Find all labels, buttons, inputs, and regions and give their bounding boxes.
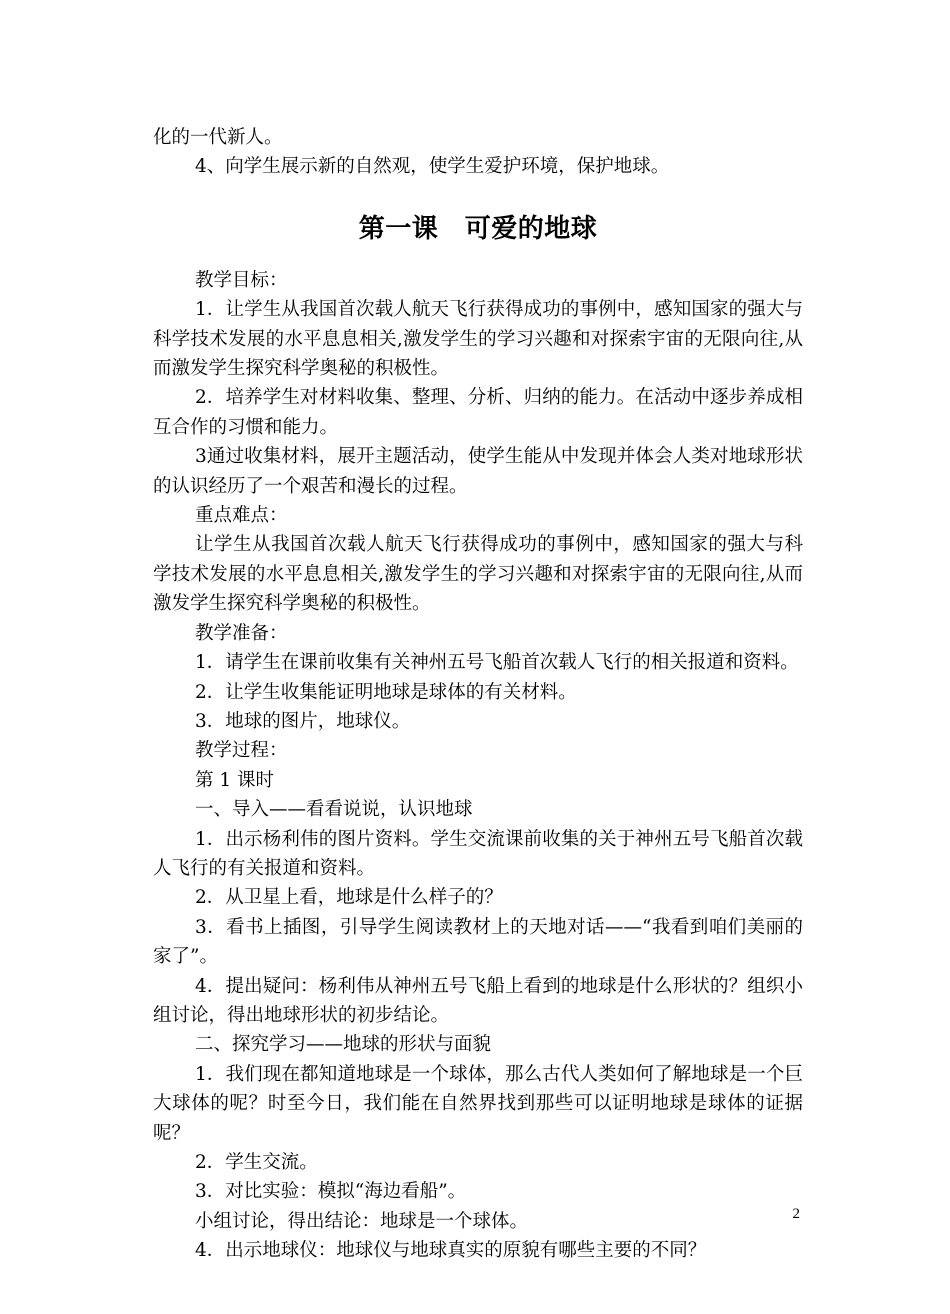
objective-1: 1．让学生从我国首次载人航天飞行获得成功的事例中，感知国家的强大与科学技术发展的水平息息相关,激发学生的学习兴趣和对探索宇宙的无限向往,从而激发学生探究科学奥秘的积极性。: [153, 299, 803, 380]
key-points-text: 让学生从我国首次载人航天飞行获得成功的事例中，感知国家的强大与科学技术发展的水平息息相关,激发学生的学习兴趣和对探索宇宙的无限向往,从而激发学生探究科学奥秘的积极性。: [153, 534, 803, 615]
part-one-step-1: 1．出示杨利伟的图片资料。学生交流课前收集的关于神州五号飞船首次载人飞行的有关报道和资料。: [153, 828, 803, 879]
objective-3: 3通过收集材料，展开主题活动，使学生能从中发现并体会人类对地球形状的认识经历了一个艰苦和漫长的过程。: [153, 446, 803, 497]
section-heading-preparation: 教学准备：: [195, 622, 288, 644]
page-content: [153, 123, 803, 1266]
lesson-period: 第 1 课时: [195, 769, 275, 791]
part-one-step-2: 2．从卫星上看，地球是什么样子的？: [195, 887, 503, 909]
part-two-step-1: 1．我们现在都知道地球是一个球体，那么古代人类如何了解地球是一个巨大球体的呢？时至今日，我们能在自然界找到那些可以证明地球是球体的证据呢？: [153, 1063, 803, 1144]
preparation-1: 1．请学生在课前收集有关神州五号飞船首次载人飞行的相关报道和资料。: [195, 652, 799, 674]
part-one-step-4: 4．提出疑问：杨利伟从神州五号飞船上看到的地球是什么形状的？组织小组讨论，得出地球形状的初步结论。: [153, 975, 803, 1026]
part-two-conclusion: 小组讨论，得出结论：地球是一个球体。: [195, 1210, 529, 1232]
part-one-heading: 一、导入——看看说说，认识地球: [195, 799, 473, 821]
part-two-heading: 二、探究学习——地球的形状与面貌: [195, 1034, 492, 1056]
objective-2: 2．培养学生对材料收集、整理、分析、归纳的能力。在活动中逐步养成相互合作的习惯和能力。: [153, 387, 803, 438]
part-two-step-2: 2．学生交流。: [195, 1152, 318, 1173]
section-heading-key-points: 重点难点：: [195, 505, 288, 527]
section-heading-process: 教学过程：: [195, 740, 288, 762]
page-number: 2: [792, 1206, 800, 1222]
section-heading-objectives: 教学目标：: [195, 269, 288, 291]
part-two-step-4: 4．出示地球仪：地球仪与地球真实的原貌有哪些主要的不同？: [195, 1240, 707, 1262]
intro-paragraph-2: 4、向学生展示新的自然观，使学生爱护环境，保护地球。: [195, 156, 670, 178]
preparation-3: 3．地球的图片，地球仪。: [195, 710, 411, 732]
preparation-2: 2．让学生收集能证明地球是球体的有关材料。: [195, 681, 577, 703]
lesson-title: 第一课 可爱的地球: [358, 213, 598, 244]
intro-paragraph-1: 化的一代新人。: [153, 127, 283, 148]
part-two-step-3: 3．对比实验：模拟“海边看船”。: [195, 1181, 467, 1203]
part-one-step-3: 3．看书上插图，引导学生阅读教材上的天地对话——“我看到咱们美丽的家了”。: [153, 916, 803, 968]
